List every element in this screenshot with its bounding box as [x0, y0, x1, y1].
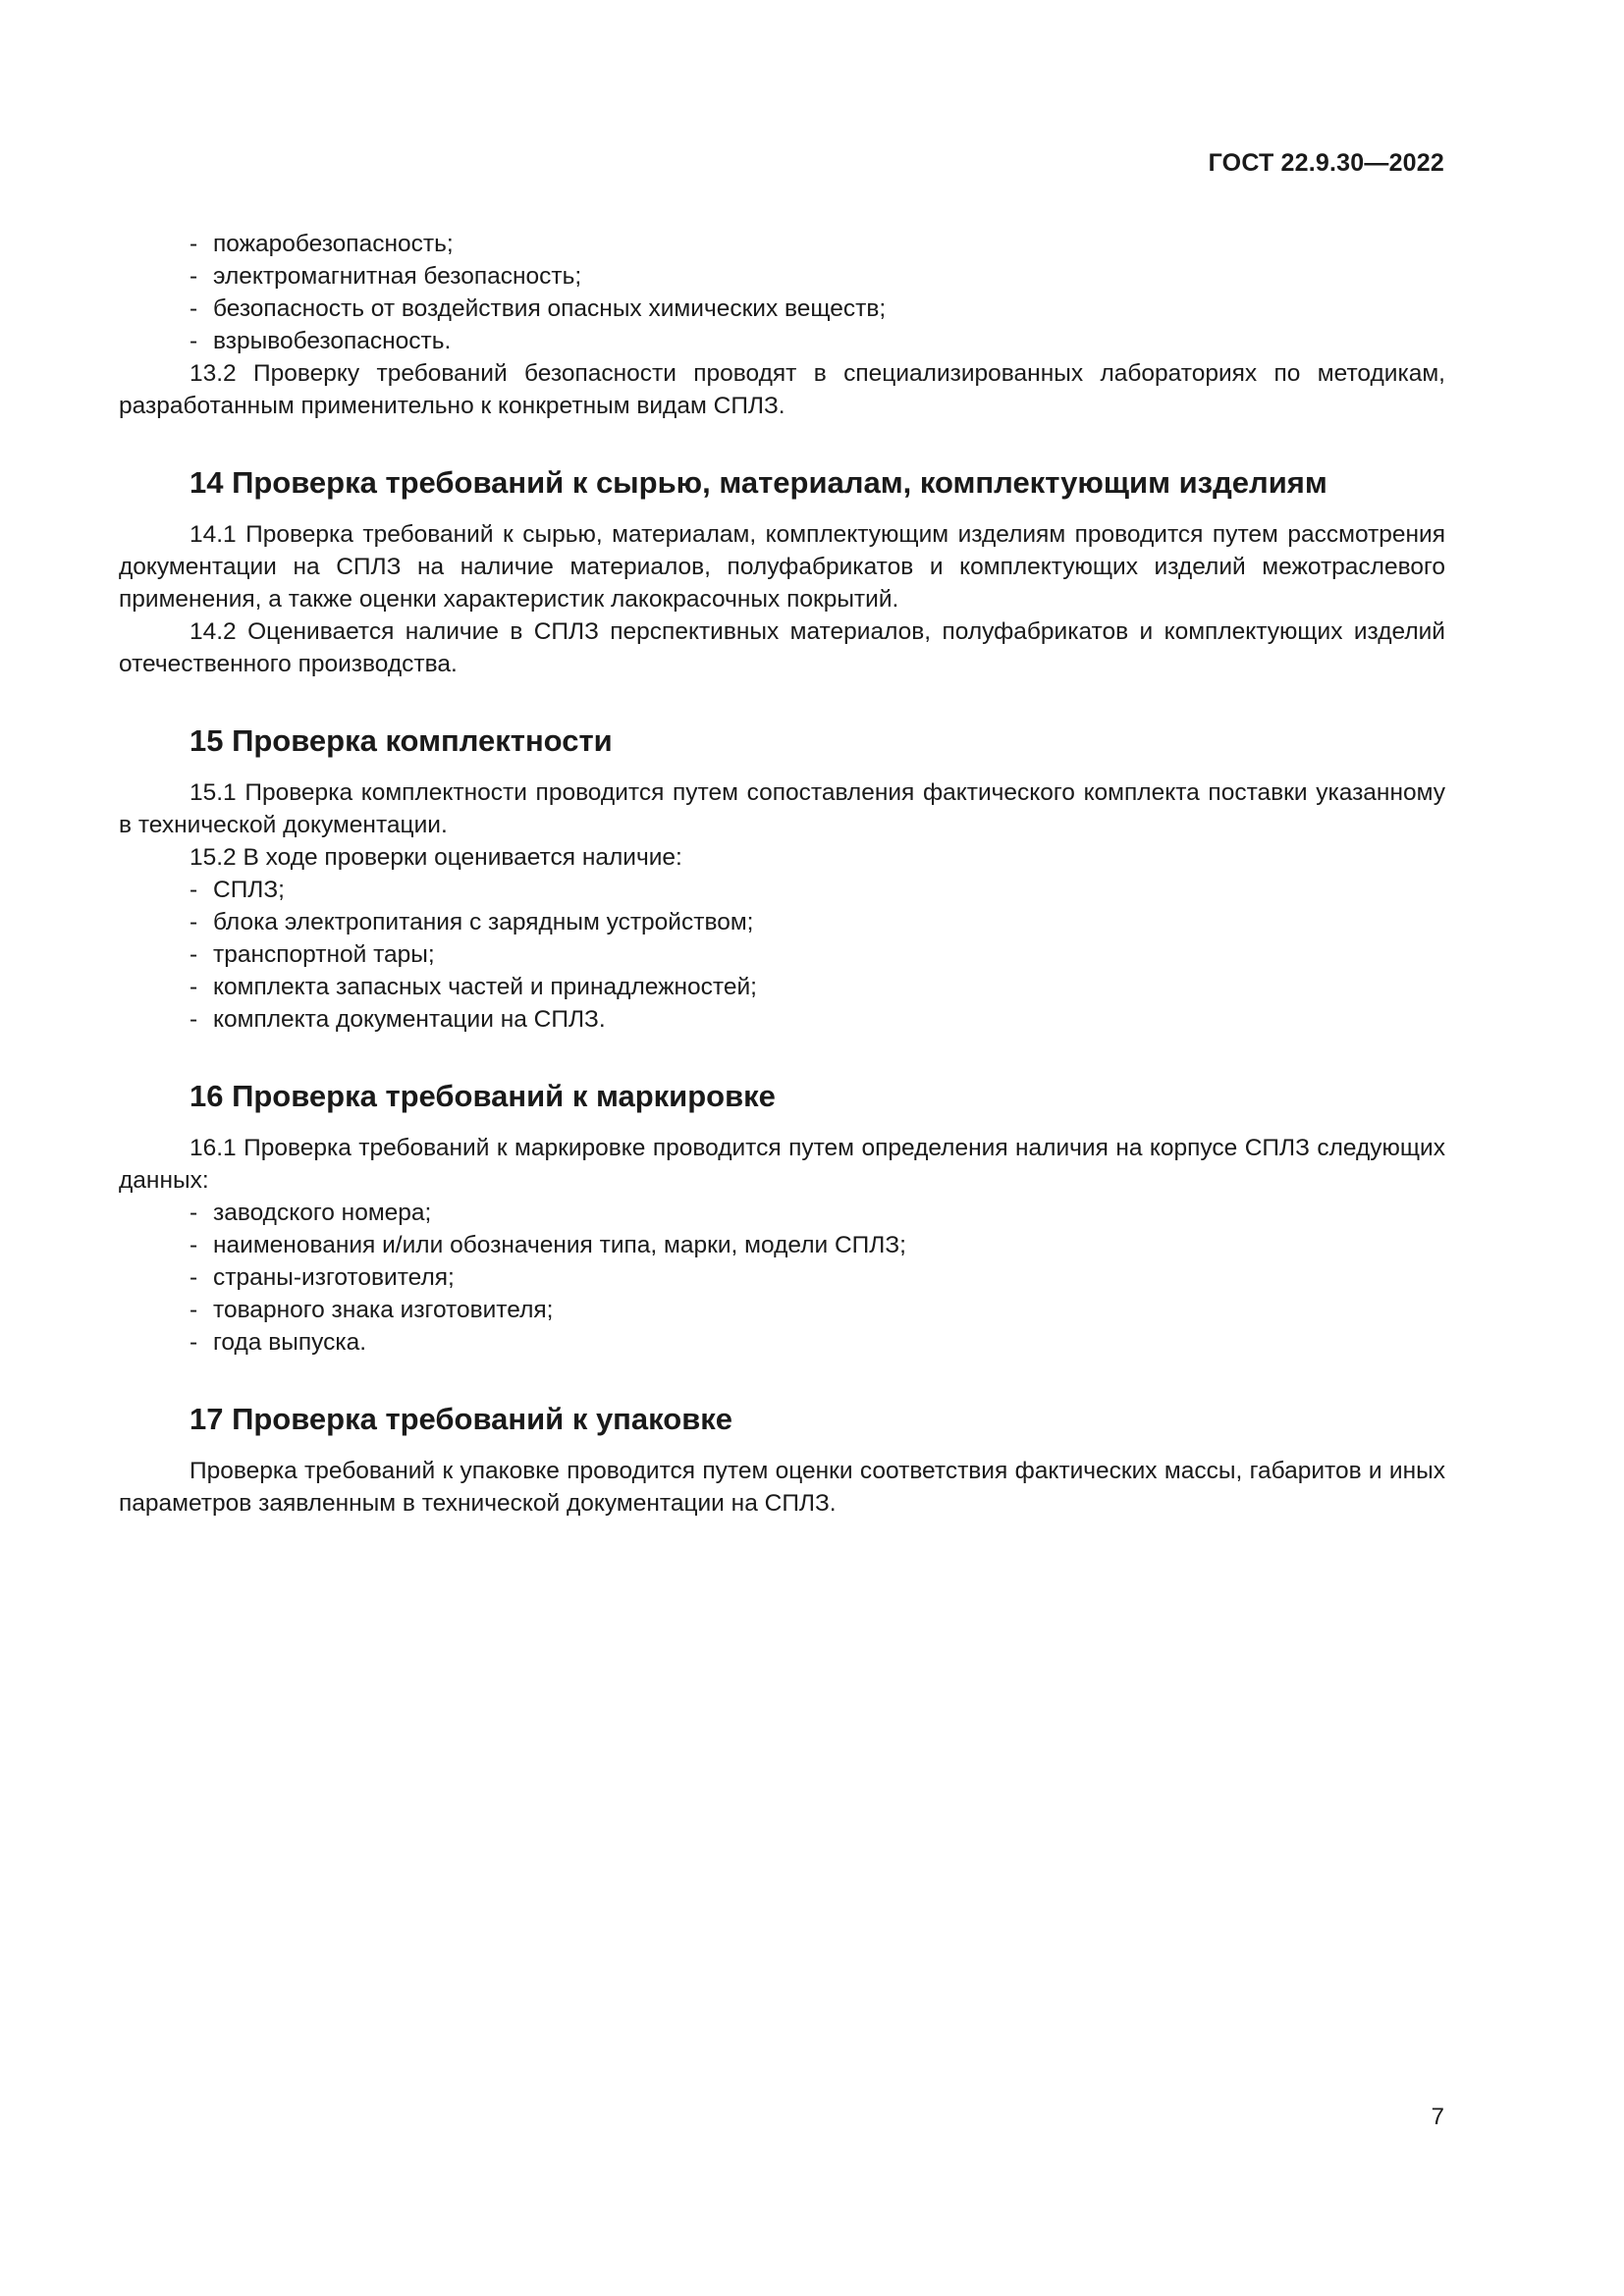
paragraph-13-2: 13.2 Проверку требований безопасности проводят в специализированных лабораториях по методикам, разработанным применительно к конкретным видам СПЛЗ. — [119, 360, 1445, 419]
list-item: - страны-изготовителя; — [189, 1264, 455, 1291]
intro-list — [119, 228, 1445, 357]
list-item: - СПЛЗ; — [189, 877, 285, 903]
paragraph-15-1: 15.1 Проверка комплектности проводится путем сопоставления фактического комплекта поставки указанному в технической документации. — [119, 779, 1445, 838]
page-number: 7 — [1431, 2104, 1444, 2130]
paragraph-17: Проверка требований к упаковке проводится путем оценки соответствия фактических массы, габаритов и иных параметров заявленным в технической документации на СПЛЗ. — [119, 1458, 1445, 1517]
list-item: - комплекта документации на СПЛЗ. — [189, 1006, 606, 1033]
list-item: - заводского номера; — [189, 1200, 432, 1226]
list-item: - транспортной тары; — [189, 941, 435, 968]
paragraph-15-2: 15.2 В ходе проверки оценивается наличие: — [189, 844, 682, 871]
paragraph-14-2: 14.2 Оценивается наличие в СПЛЗ перспективных материалов, полуфабрикатов и комплектующих изделий отечественного производства. — [119, 618, 1445, 677]
list-item: - наименования и/или обозначения типа, марки, модели СПЛЗ; — [189, 1232, 906, 1258]
list-item: - блока электропитания с зарядным устройством; — [189, 909, 754, 935]
paragraph-14-1: 14.1 Проверка требований к сырью, материалам, комплектующим изделиям проводится путем рассмотрения документации на СПЛЗ на наличие материалов, полуфабрикатов и комплектующих изделий межотраслевого применения, а также оценки характеристик лакокрасочных покрытий. — [119, 521, 1445, 613]
standard-code: ГОСТ 22.9.30—2022 — [1208, 149, 1444, 177]
list-item: - комплекта запасных частей и принадлежностей; — [189, 974, 757, 1000]
list-item: - года выпуска. — [189, 1329, 367, 1356]
list-item: - товарного знака изготовителя; — [189, 1297, 554, 1323]
section-15-list — [119, 874, 1445, 1036]
section-14-heading: 14 Проверка требований к сырью, материалам, комплектующим изделиям — [189, 465, 1327, 500]
section-16-heading: 16 Проверка требований к маркировке — [189, 1079, 776, 1113]
list-item: - электромагнитная безопасность; — [189, 263, 582, 290]
paragraph-16-1: 16.1 Проверка требований к маркировке проводится путем определения наличия на корпусе СПЛЗ следующих данных: — [119, 1135, 1445, 1194]
list-item: - пожаробезопасность; — [189, 231, 454, 257]
section-15-heading: 15 Проверка комплектности — [189, 723, 613, 758]
section-17-heading: 17 Проверка требований к упаковке — [189, 1402, 733, 1436]
page-content — [119, 228, 1445, 1520]
list-item: - взрывобезопасность. — [189, 328, 452, 354]
list-item: - безопасность от воздействия опасных химических веществ; — [189, 295, 887, 322]
section-16-list — [119, 1197, 1445, 1359]
